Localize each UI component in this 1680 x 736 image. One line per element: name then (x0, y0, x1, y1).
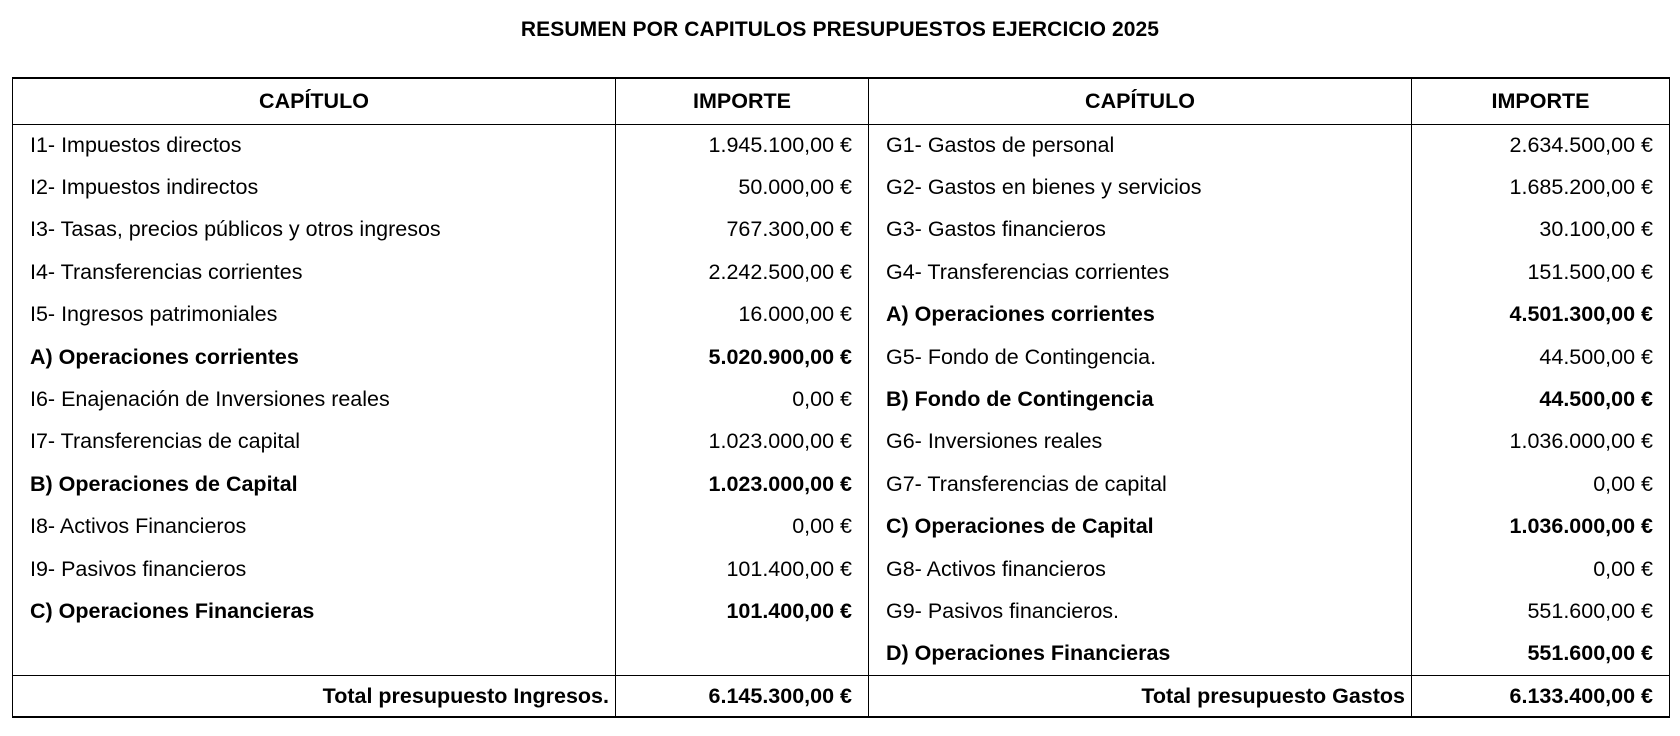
gastos-importe-cell: 44.500,00 € (1412, 336, 1670, 378)
gastos-importe-cell: 1.036.000,00 € (1412, 421, 1670, 463)
gastos-capitulo-cell: G6- Inversiones reales (869, 421, 1412, 463)
ingresos-importe-cell: 0,00 € (616, 378, 869, 420)
table-row (13, 124, 1670, 166)
table-row (13, 506, 1670, 548)
total-gastos-amount: 6.133.400,00 € (1412, 675, 1670, 717)
ingresos-capitulo-cell: I5- Ingresos patrimoniales (13, 294, 616, 336)
gastos-importe-cell: 4.501.300,00 € (1412, 294, 1670, 336)
ingresos-capitulo-cell: C) Operaciones Financieras (13, 590, 616, 632)
table-row (13, 378, 1670, 420)
ingresos-importe-cell: 1.023.000,00 € (616, 463, 869, 505)
header-ingresos-importe: IMPORTE (616, 78, 869, 124)
totals-row (13, 675, 1670, 717)
ingresos-capitulo-cell: I3- Tasas, precios públicos y otros ingresos (13, 209, 616, 251)
ingresos-importe-cell: 767.300,00 € (616, 209, 869, 251)
table-row (13, 590, 1670, 632)
ingresos-importe-cell: 1.945.100,00 € (616, 124, 869, 166)
ingresos-capitulo-cell: I9- Pasivos financieros (13, 548, 616, 590)
ingresos-importe-cell: 2.242.500,00 € (616, 251, 869, 293)
gastos-capitulo-cell: B) Fondo de Contingencia (869, 378, 1412, 420)
table-body (13, 124, 1670, 717)
table-row (13, 166, 1670, 208)
gastos-importe-cell: 551.600,00 € (1412, 590, 1670, 632)
gastos-capitulo-cell: G4- Transferencias corrientes (869, 251, 1412, 293)
gastos-importe-cell: 2.634.500,00 € (1412, 124, 1670, 166)
total-ingresos-label: Total presupuesto Ingresos. (13, 675, 616, 717)
header-gastos-capitulo: CAPÍTULO (869, 78, 1412, 124)
total-gastos-label: Total presupuesto Gastos (869, 675, 1412, 717)
ingresos-importe-cell: 1.023.000,00 € (616, 421, 869, 463)
gastos-importe-cell: 1.036.000,00 € (1412, 506, 1670, 548)
gastos-capitulo-cell: G9- Pasivos financieros. (869, 590, 1412, 632)
table-row (13, 421, 1670, 463)
ingresos-importe-cell: 0,00 € (616, 506, 869, 548)
gastos-capitulo-cell: G2- Gastos en bienes y servicios (869, 166, 1412, 208)
ingresos-importe-cell: 101.400,00 € (616, 590, 869, 632)
ingresos-capitulo-cell: I8- Activos Financieros (13, 506, 616, 548)
table-row (13, 209, 1670, 251)
ingresos-importe-cell: 16.000,00 € (616, 294, 869, 336)
ingresos-importe-cell: 101.400,00 € (616, 548, 869, 590)
header-gastos-importe: IMPORTE (1412, 78, 1670, 124)
budget-summary-table (12, 77, 1670, 718)
header-ingresos-capitulo: CAPÍTULO (13, 78, 616, 124)
total-ingresos-amount: 6.145.300,00 € (616, 675, 869, 717)
gastos-importe-cell: 30.100,00 € (1412, 209, 1670, 251)
gastos-capitulo-cell: G8- Activos financieros (869, 548, 1412, 590)
table-row (13, 294, 1670, 336)
ingresos-capitulo-cell: I2- Impuestos indirectos (13, 166, 616, 208)
gastos-capitulo-cell: D) Operaciones Financieras (869, 633, 1412, 675)
gastos-capitulo-cell: G1- Gastos de personal (869, 124, 1412, 166)
ingresos-capitulo-cell: B) Operaciones de Capital (13, 463, 616, 505)
gastos-importe-cell: 0,00 € (1412, 463, 1670, 505)
gastos-importe-cell: 0,00 € (1412, 548, 1670, 590)
table-row (13, 548, 1670, 590)
ingresos-capitulo-cell: I1- Impuestos directos (13, 124, 616, 166)
table-row (13, 633, 1670, 675)
gastos-capitulo-cell: G3- Gastos financieros (869, 209, 1412, 251)
ingresos-capitulo-cell: A) Operaciones corrientes (13, 336, 616, 378)
gastos-importe-cell: 151.500,00 € (1412, 251, 1670, 293)
gastos-capitulo-cell: G7- Transferencias de capital (869, 463, 1412, 505)
ingresos-importe-cell (616, 633, 869, 675)
gastos-importe-cell: 44.500,00 € (1412, 378, 1670, 420)
ingresos-capitulo-cell (13, 633, 616, 675)
gastos-capitulo-cell: A) Operaciones corrientes (869, 294, 1412, 336)
ingresos-capitulo-cell: I4- Transferencias corrientes (13, 251, 616, 293)
table-row (13, 251, 1670, 293)
gastos-capitulo-cell: C) Operaciones de Capital (869, 506, 1412, 548)
table-row (13, 463, 1670, 505)
ingresos-importe-cell: 5.020.900,00 € (616, 336, 869, 378)
gastos-importe-cell: 551.600,00 € (1412, 633, 1670, 675)
gastos-importe-cell: 1.685.200,00 € (1412, 166, 1670, 208)
ingresos-capitulo-cell: I6- Enajenación de Inversiones reales (13, 378, 616, 420)
page-title: RESUMEN POR CAPITULOS PRESUPUESTOS EJERCICIO 2025 (520, 18, 1160, 41)
table-header-row (13, 78, 1670, 124)
ingresos-capitulo-cell: I7- Transferencias de capital (13, 421, 616, 463)
table-row (13, 336, 1670, 378)
gastos-capitulo-cell: G5- Fondo de Contingencia. (869, 336, 1412, 378)
ingresos-importe-cell: 50.000,00 € (616, 166, 869, 208)
